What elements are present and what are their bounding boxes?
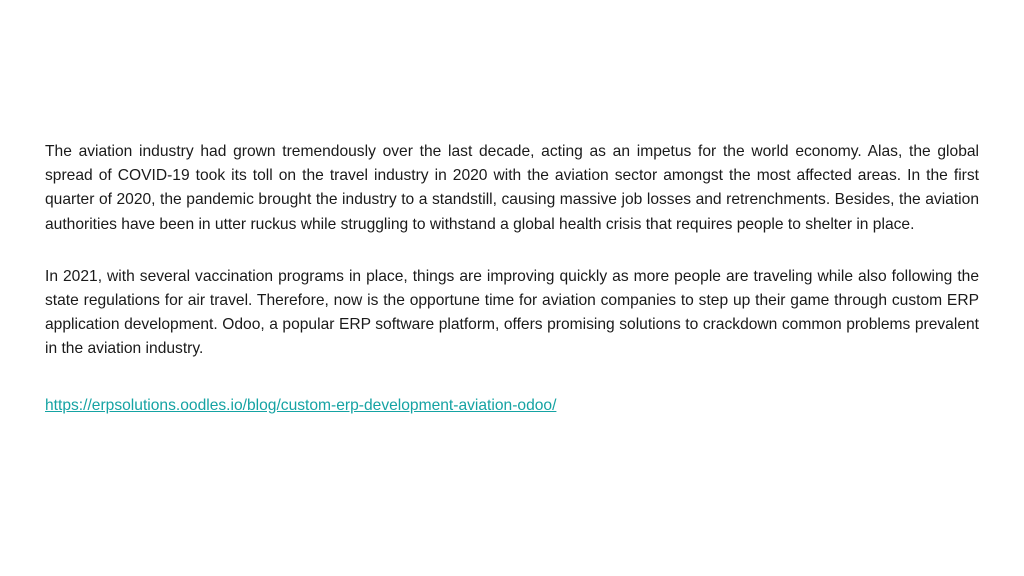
paragraph-intro: The aviation industry had grown tremendously over the last decade, acting as an impetus for the world economy. Alas, the global spread of COVID-19 took its toll on the travel industry in 2020 with the aviation sector amongst the most affected areas. In the first quarter of 2020, the pandemic brought the industry to a standstill, causing massive job losses and retrenchments. Besides, the aviation authorities have been in utter ruckus while struggling to withstand a global health crisis that requires people to shelter in place. [45,143,979,233]
slide-content [45,140,979,418]
source-link[interactable]: https://erpsolutions.oodles.io/blog/custom-erp-development-aviation-odoo/ [45,396,557,414]
paragraph-solution: In 2021, with several vaccination programs in place, things are improving quickly as more people are traveling while also following the state regulations for air travel. Therefore, now is the opportune time for aviation companies to step up their game through custom ERP application development. Odoo, a popular ERP software platform, offers promising solutions to crackdown common problems prevalent in the aviation industry. [45,267,979,358]
